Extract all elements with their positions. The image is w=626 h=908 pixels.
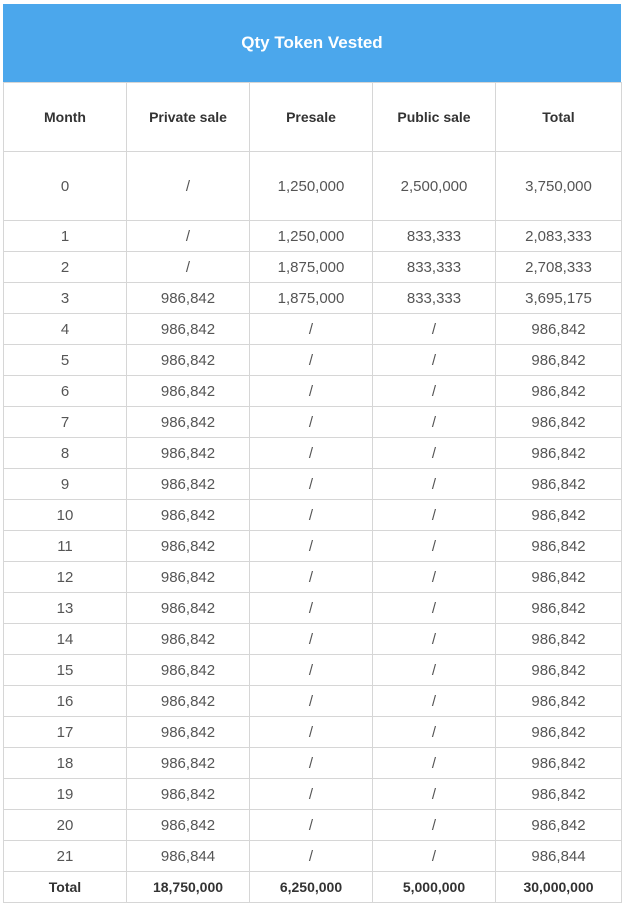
cell-public-sale: / xyxy=(373,345,496,376)
cell-total: 986,842 xyxy=(496,376,622,407)
table-row xyxy=(4,624,622,655)
table-row xyxy=(4,748,622,779)
cell-presale: / xyxy=(250,407,373,438)
cell-month: 3 xyxy=(4,283,127,314)
cell-public-sale: / xyxy=(373,407,496,438)
cell-presale: / xyxy=(250,748,373,779)
cell-total: 986,842 xyxy=(496,345,622,376)
cell-presale: / xyxy=(250,810,373,841)
cell-total: 986,844 xyxy=(496,841,622,872)
cell-month: 21 xyxy=(4,841,127,872)
column-header-public-sale: Public sale xyxy=(373,83,496,152)
table-row xyxy=(4,407,622,438)
vesting-table xyxy=(3,82,622,903)
table-row xyxy=(4,810,622,841)
cell-presale: 1,875,000 xyxy=(250,252,373,283)
cell-public-sale: / xyxy=(373,686,496,717)
cell-private-sale: / xyxy=(127,152,250,221)
cell-private-sale: 986,842 xyxy=(127,562,250,593)
table-row xyxy=(4,655,622,686)
cell-total: 3,750,000 xyxy=(496,152,622,221)
cell-public-sale: / xyxy=(373,562,496,593)
cell-total: 986,842 xyxy=(496,407,622,438)
cell-presale: / xyxy=(250,314,373,345)
cell-total: 2,708,333 xyxy=(496,252,622,283)
cell-presale: 1,250,000 xyxy=(250,221,373,252)
total-label: Total xyxy=(4,872,127,903)
cell-month: 17 xyxy=(4,717,127,748)
cell-private-sale: 986,842 xyxy=(127,438,250,469)
cell-total: 986,842 xyxy=(496,686,622,717)
total-public-sale: 5,000,000 xyxy=(373,872,496,903)
table-row xyxy=(4,283,622,314)
cell-private-sale: 986,842 xyxy=(127,748,250,779)
cell-private-sale: 986,842 xyxy=(127,686,250,717)
cell-month: 12 xyxy=(4,562,127,593)
cell-presale: / xyxy=(250,624,373,655)
cell-public-sale: / xyxy=(373,469,496,500)
cell-presale: / xyxy=(250,469,373,500)
cell-month: 13 xyxy=(4,593,127,624)
cell-presale: 1,250,000 xyxy=(250,152,373,221)
column-header-total: Total xyxy=(496,83,622,152)
cell-public-sale: / xyxy=(373,376,496,407)
cell-private-sale: 986,842 xyxy=(127,717,250,748)
cell-total: 986,842 xyxy=(496,655,622,686)
column-header-month: Month xyxy=(4,83,127,152)
cell-total: 986,842 xyxy=(496,531,622,562)
cell-month: 8 xyxy=(4,438,127,469)
table-title: Qty Token Vested xyxy=(3,4,621,82)
cell-total: 986,842 xyxy=(496,500,622,531)
cell-total: 2,083,333 xyxy=(496,221,622,252)
cell-public-sale: / xyxy=(373,717,496,748)
cell-public-sale: / xyxy=(373,531,496,562)
table-row xyxy=(4,438,622,469)
table-row xyxy=(4,252,622,283)
table-row xyxy=(4,152,622,221)
total-presale: 6,250,000 xyxy=(250,872,373,903)
cell-public-sale: 833,333 xyxy=(373,252,496,283)
cell-private-sale: 986,842 xyxy=(127,531,250,562)
table-row xyxy=(4,345,622,376)
cell-presale: / xyxy=(250,841,373,872)
cell-public-sale: 833,333 xyxy=(373,221,496,252)
table-row xyxy=(4,376,622,407)
cell-month: 19 xyxy=(4,779,127,810)
cell-total: 986,842 xyxy=(496,438,622,469)
cell-month: 16 xyxy=(4,686,127,717)
cell-public-sale: / xyxy=(373,655,496,686)
cell-private-sale: 986,844 xyxy=(127,841,250,872)
cell-month: 5 xyxy=(4,345,127,376)
cell-private-sale: 986,842 xyxy=(127,407,250,438)
cell-private-sale: 986,842 xyxy=(127,500,250,531)
cell-total: 986,842 xyxy=(496,469,622,500)
cell-public-sale: / xyxy=(373,500,496,531)
cell-month: 1 xyxy=(4,221,127,252)
cell-private-sale: 986,842 xyxy=(127,810,250,841)
cell-month: 2 xyxy=(4,252,127,283)
cell-month: 0 xyxy=(4,152,127,221)
cell-public-sale: / xyxy=(373,593,496,624)
table-row xyxy=(4,779,622,810)
table-row xyxy=(4,593,622,624)
cell-presale: / xyxy=(250,562,373,593)
cell-private-sale: 986,842 xyxy=(127,283,250,314)
header-row xyxy=(4,83,622,152)
cell-total: 986,842 xyxy=(496,562,622,593)
cell-month: 20 xyxy=(4,810,127,841)
table-row xyxy=(4,531,622,562)
table-row xyxy=(4,314,622,345)
cell-presale: / xyxy=(250,376,373,407)
table-row xyxy=(4,841,622,872)
table-row xyxy=(4,686,622,717)
cell-presale: / xyxy=(250,438,373,469)
table-row xyxy=(4,562,622,593)
cell-total: 986,842 xyxy=(496,748,622,779)
cell-month: 9 xyxy=(4,469,127,500)
table-body xyxy=(4,152,622,872)
cell-private-sale: 986,842 xyxy=(127,314,250,345)
cell-private-sale: 986,842 xyxy=(127,624,250,655)
cell-presale: / xyxy=(250,500,373,531)
cell-private-sale: 986,842 xyxy=(127,779,250,810)
cell-month: 11 xyxy=(4,531,127,562)
cell-public-sale: / xyxy=(373,748,496,779)
table-row xyxy=(4,500,622,531)
column-header-private-sale: Private sale xyxy=(127,83,250,152)
cell-public-sale: 833,333 xyxy=(373,283,496,314)
cell-month: 15 xyxy=(4,655,127,686)
cell-month: 18 xyxy=(4,748,127,779)
cell-presale: / xyxy=(250,686,373,717)
total-private-sale: 18,750,000 xyxy=(127,872,250,903)
cell-month: 4 xyxy=(4,314,127,345)
column-header-presale: Presale xyxy=(250,83,373,152)
cell-total: 986,842 xyxy=(496,810,622,841)
total-total: 30,000,000 xyxy=(496,872,622,903)
cell-total: 986,842 xyxy=(496,717,622,748)
cell-total: 3,695,175 xyxy=(496,283,622,314)
cell-total: 986,842 xyxy=(496,314,622,345)
table-row xyxy=(4,469,622,500)
cell-presale: 1,875,000 xyxy=(250,283,373,314)
cell-presale: / xyxy=(250,593,373,624)
cell-public-sale: / xyxy=(373,841,496,872)
cell-private-sale: 986,842 xyxy=(127,469,250,500)
cell-presale: / xyxy=(250,717,373,748)
vesting-table-container xyxy=(3,4,621,903)
cell-month: 7 xyxy=(4,407,127,438)
cell-public-sale: 2,500,000 xyxy=(373,152,496,221)
cell-month: 6 xyxy=(4,376,127,407)
cell-private-sale: 986,842 xyxy=(127,376,250,407)
cell-public-sale: / xyxy=(373,624,496,655)
cell-private-sale: 986,842 xyxy=(127,655,250,686)
cell-private-sale: / xyxy=(127,221,250,252)
cell-private-sale: 986,842 xyxy=(127,345,250,376)
cell-total: 986,842 xyxy=(496,779,622,810)
cell-private-sale: / xyxy=(127,252,250,283)
cell-month: 10 xyxy=(4,500,127,531)
cell-month: 14 xyxy=(4,624,127,655)
cell-public-sale: / xyxy=(373,779,496,810)
cell-public-sale: / xyxy=(373,314,496,345)
cell-presale: / xyxy=(250,655,373,686)
cell-public-sale: / xyxy=(373,438,496,469)
cell-public-sale: / xyxy=(373,810,496,841)
cell-private-sale: 986,842 xyxy=(127,593,250,624)
cell-total: 986,842 xyxy=(496,624,622,655)
table-row xyxy=(4,221,622,252)
cell-presale: / xyxy=(250,345,373,376)
table-row xyxy=(4,717,622,748)
cell-presale: / xyxy=(250,531,373,562)
cell-presale: / xyxy=(250,779,373,810)
cell-total: 986,842 xyxy=(496,593,622,624)
total-row xyxy=(4,872,622,903)
